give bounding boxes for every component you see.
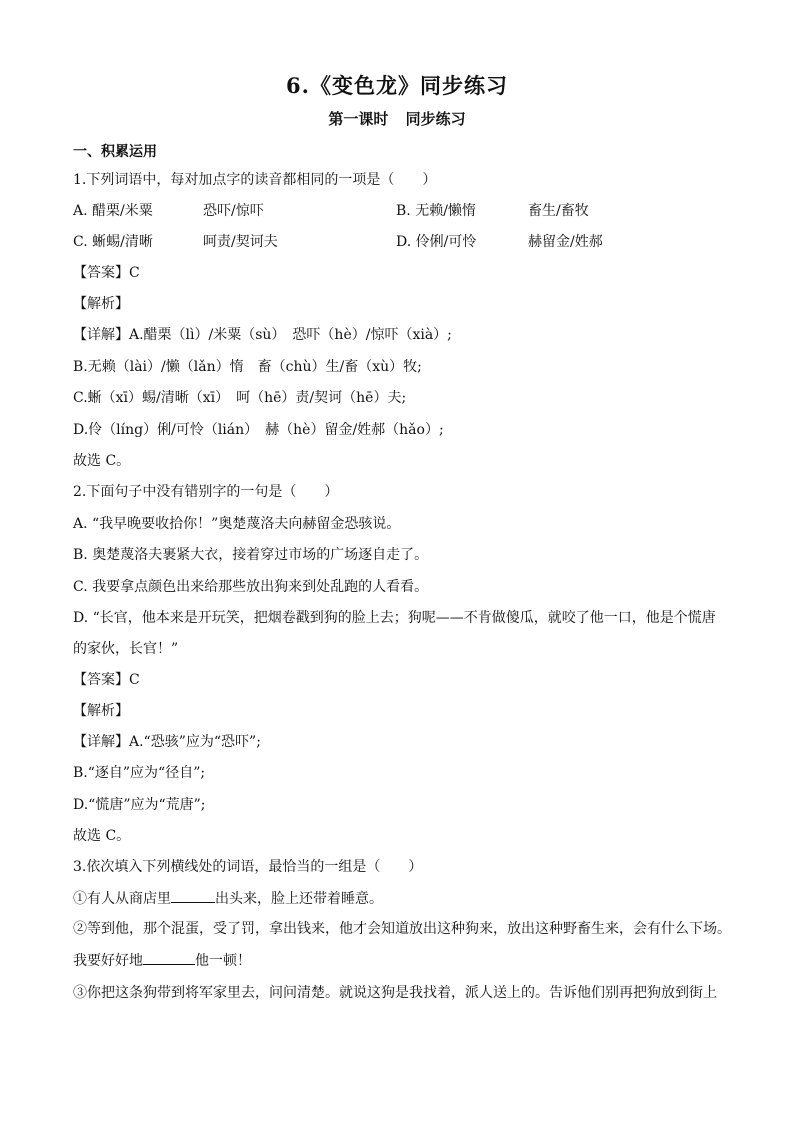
- q1-stem: 1.下列词语中，每对加点字的读音都相同的一项是（ ）: [73, 172, 437, 188]
- q1-option-a-1: A. 醋栗/米粟: [73, 203, 153, 219]
- q2-option-c: C. 我要拿点颜色出来给那些放出狗来到处乱跑的人看看。: [73, 579, 429, 595]
- page-title: 6.《变色龙》同步练习: [286, 73, 508, 98]
- q3-line-1: [73, 888, 383, 909]
- subtitle-exercise: 同步练习: [405, 110, 466, 128]
- fill-blank: [143, 950, 195, 965]
- subtitle-lesson: 第一课时: [328, 110, 389, 128]
- q3-line-3: [73, 950, 251, 971]
- q2-answer: 【答案】C: [73, 672, 140, 688]
- q2-detail-line: 【详解】A.“恐骇”应为“恐吓”;: [73, 734, 261, 750]
- q1-conclusion: 故选 C。: [73, 453, 131, 469]
- q2-stem: 2.下面句子中没有错别字的一句是（ ）: [73, 484, 339, 500]
- section-heading: 一、积累运用: [73, 144, 157, 160]
- q3-line-3-before: 我要好好地: [73, 953, 143, 969]
- q2-conclusion: 故选 C。: [73, 828, 131, 844]
- q2-analysis: 【解析】: [73, 703, 129, 719]
- q2-option-d: D. “长官，他本来是开玩笑，把烟卷戳到狗的脸上去；狗呢——不肯做傻瓜，就咬了他一口，他是个慌唐: [73, 610, 716, 626]
- q1-option-b-1: B. 无赖/懒惰: [396, 203, 476, 219]
- q1-detail-line: C.蜥（xī）蜴/清晰（xī） 呵（hē）责/契诃（hē）夫;: [73, 390, 407, 406]
- q3-line-2: ②等到他，那个混蛋，受了罚，拿出钱来，他才会知道放出这种狗来，放出这种野畜生来，会有什么下场。: [73, 921, 731, 937]
- q2-detail-line: D.“慌唐”应为“荒唐”;: [73, 797, 206, 813]
- q3-stem: 3.依次填入下列横线处的词语，最恰当的一组是（ ）: [73, 859, 423, 875]
- q1-option-c-1: C. 蜥蜴/清晰: [73, 234, 153, 250]
- q1-option-b-2: 畜生/畜牧: [528, 203, 589, 219]
- q1-option-c-2: 呵责/契诃夫: [203, 234, 278, 250]
- q1-detail-line: D.伶（líng）俐/可怜（lián） 赫（hè）留金/姓郝（hǎo）;: [73, 422, 444, 438]
- q1-option-d-1: D. 伶俐/可怜: [396, 234, 477, 250]
- q3-line-3-after: 他一顿！: [195, 953, 251, 969]
- page-subtitle: [0, 108, 794, 129]
- q3-line-1-before: ①有人从商店里: [73, 891, 171, 907]
- q1-option-d-2: 赫留金/姓郝: [528, 234, 603, 250]
- q2-detail-line: B.“逐自”应为“径自”;: [73, 765, 206, 781]
- q1-answer: 【答案】C: [73, 265, 140, 281]
- q2-option-d-continued: 的家伙，长官！”: [73, 641, 179, 657]
- q3-line-4: ③你把这条狗带到将军家里去，问问清楚。就说这狗是我找着，派人送上的。告诉他们别再把狗放到街上: [73, 985, 717, 1001]
- q1-option-a-2: 恐吓/惊吓: [203, 203, 264, 219]
- q1-analysis: 【解析】: [73, 296, 129, 312]
- q2-option-a: A. “我早晚要收拾你！”奥楚蔑洛夫向赫留金恐骇说。: [73, 516, 401, 532]
- q3-line-1-after: 出头来，脸上还带着睡意。: [215, 891, 383, 907]
- fill-blank: [171, 888, 215, 903]
- q1-detail-line: B.无赖（lài）/懒（lǎn）惰 畜（chù）生/畜（xù）牧;: [73, 359, 422, 375]
- q2-option-b: B. 奥楚蔑洛夫裹紧大衣，接着穿过市场的广场逐自走了。: [73, 547, 429, 563]
- q1-detail-line: 【详解】A.醋栗（lì）/米粟（sù） 恐吓（hè）/惊吓（xià）;: [73, 327, 452, 343]
